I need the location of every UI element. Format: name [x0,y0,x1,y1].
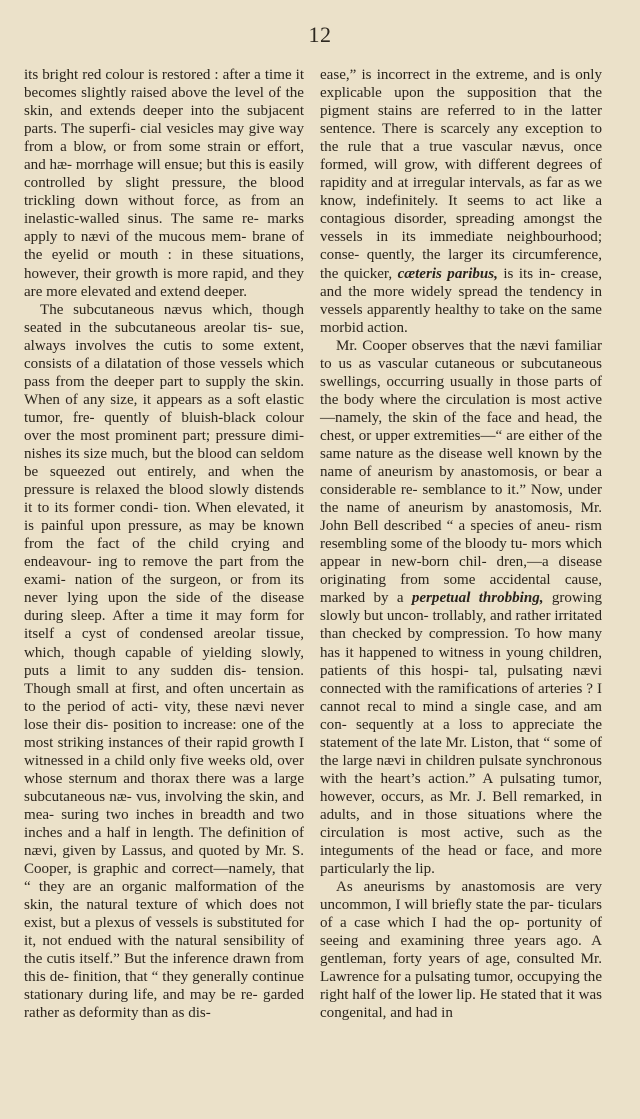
italic-phrase: cæteris paribus, [397,265,498,282]
paragraph: The subcutaneous nævus which, though seated in the subcutaneous areolar tis- sue, always involves the cutis to some extent, consists of a dilatation of those vessels which pass from the deeper part to supply the skin. When of any size, it appears as a soft elastic tumor, fre- quently of bluish-black colour over the most prominent part; pressure dimi- nishes its size much, but the blood can seldom be squeezed out entirely, and when the pressure is relaxed the blood slowly distends it to its former condi- tion. When elevated, it is painful upon pressure, as may be known from the fact of the child crying and endeavour- ing to remove the part from the exami- nation of the surgeon, or from its never lying upon the side of the disease during sleep. After a time it may form for itself a cyst of condensed areolar tissue, which, though capable of yielding slowly, puts a limit to any sudden dis- tension. Though small at first, and often uncertain as to the period of acti- vity, these nævi never lose their dis- position to increase: one of the most striking instances of their rapid growth I witnessed in a child only five weeks old, over whose sternum and thorax there was a large subcutaneous næ- vus, involving the skin, and mea- suring two inches in breadth and two inches and a half in length. The definition of nævi, given by Lassus, and quoted by Mr. S. Cooper, is graphic and correct—namely, that “ they are an organic malformation of the skin, the natural texture of which does not exist, but a plexus of vessels is substituted for it, not endued with the natural sensibility of the cutis itself.” But the inference drawn from this de- finition, that “ they generally continue stationary during life, and may be re- garded rather as deformity than as dis- [24,301,304,1022]
text-run: ease,” is incorrect in the extreme, and is only explicable upon the supposition that the pigment stains are referred to in the latter sentence. There is scarcely any exception to the rule that a true vascular nævus, once formed, will grow, with different degrees of rapidity and at irregular intervals, as far as we know, indefinitely. It seems to act like a contagious disorder, spreading amongst the vessels in its immediate neighbourhood; conse- quently, the larger its circumference, the quicker, [320,67,602,282]
page-number: 12 [308,22,332,47]
left-column [24,66,304,1022]
text-run: is its in- crease, and the more widely spread the tendency in vessels apparently healthy to take on the same morbid action. [320,265,602,336]
paragraph: As aneurisms by anastomosis are very uncommon, I will briefly state the par- ticulars of a case which I had the op- portunity of seeing and examining three years ago. A gentleman, forty years of age, consulted Mr. Lawrence for a pulsating tumor, occupying the right half of the lower lip. He stated that it was congenital, and had in [320,879,602,1022]
text-run: growing slowly but uncon- trollably, and rather irritated than checked by compression. To how many has it happened to witness in young children, patients of this hospi- tal, pulsating nævi connected with the ramifications of arteries ? I cannot recal to mind a single case, and am con- sequently at a loss to appreciate the statement of the late Mr. Liston, that “ some of the large nævi in children pulsate synchronous with the heart’s action.” A pulsating tumor, however, occurs, as Mr. J. Bell remarked, in adults, and in those situations where the circulation is most active, such as the integuments of the head or face, and more particularly the lip. [320,590,603,878]
paragraph [320,66,602,337]
italic-phrase: perpetual throbbing, [411,590,544,607]
paragraph: its bright red colour is restored : after a time it becomes slightly raised above the level of the skin, and extends deeper into the subjacent parts. The superfi- cial vesicles may give way from a blow, or from some strain or effort, and hæ- morrhage will ensue; but this is easily controlled by slight pressure, the blood trickling down without force, as from an inelastic-walled sinus. The same re- marks apply to nævi of the mucous mem- brane of the eyelid or mouth : in these situations, however, their growth is more rapid, and they are more elevated and extend deeper. [24,67,304,300]
paragraph [320,337,602,878]
text-run: Mr. Cooper observes that the nævi familiar to us as vascular cutaneous or subcutaneous swellings, occurring usually in those parts of the body where the circulation is most active—namely, the skin of the face and head, the chest, or upper extremities—“ are either of the same nature as the disease well known by the name of aneurism by anastomosis, or bear a considerable re- semblance to it.” Now, under the name of aneurism by anastomosis, Mr. John Bell described “ a species of aneu- rism resembling some of the bloody tu- mors which appear in new-born chil- dren,—a disease originating from some accidental cause, marked by a [320,337,602,607]
right-column [320,66,602,1022]
